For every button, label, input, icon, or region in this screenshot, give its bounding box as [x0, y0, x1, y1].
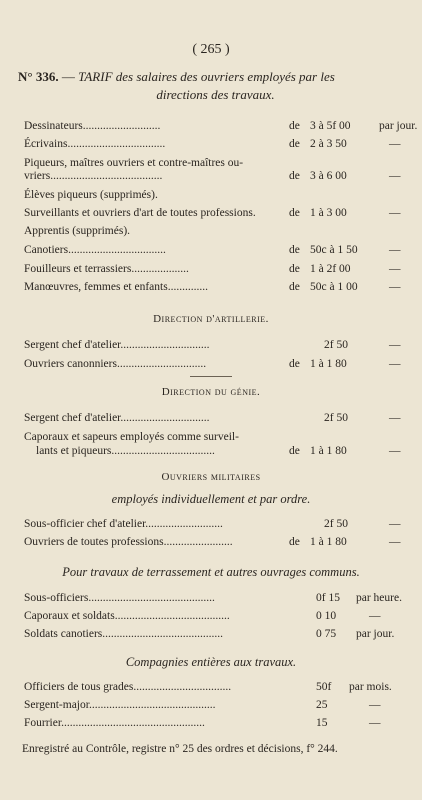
- row-dots: ...............................: [120, 412, 210, 424]
- heading-number: N° 336.: [18, 69, 59, 84]
- row-label: Sergent chef d'atelier: [24, 339, 121, 351]
- row-unit: —: [369, 610, 381, 622]
- subheading-compagnies: Compagnies entières aux travaux.: [125, 655, 297, 669]
- row-unit: par mois.: [349, 681, 392, 693]
- row-dots: ..................................................: [61, 717, 205, 729]
- row-label: Canotiers: [24, 244, 69, 256]
- row-range: 0 75: [316, 628, 337, 640]
- row-dots: ....................................: [111, 445, 215, 457]
- row-label: Fouilleurs et terrassiers: [24, 263, 132, 275]
- row-de: de: [289, 358, 300, 370]
- row-unit: —: [389, 518, 401, 530]
- row-de: de: [289, 138, 300, 150]
- row-unit: par jour.: [379, 120, 418, 132]
- row-label: Ouvriers canonniers: [24, 358, 117, 370]
- row-range: 3 à 6 00: [310, 170, 347, 182]
- row-label: Écrivains: [24, 138, 68, 150]
- row-label: Piqueurs, maîtres ouvriers et contre-maîtres ou-: [24, 157, 244, 169]
- row-label: Sous-officiers: [24, 592, 89, 604]
- row-label: Ouvriers de toutes professions: [24, 536, 164, 548]
- row-dots: ........................................: [114, 610, 230, 622]
- row-range: 1 à 1 80: [310, 445, 347, 457]
- section-divider: [190, 376, 232, 377]
- row-dots: ...............................: [116, 358, 207, 370]
- subheading-terrassement: Pour travaux de terrassement et autres ouvrages communs.: [62, 565, 360, 579]
- row-label: Sergent chef d'atelier: [24, 412, 121, 424]
- row-range: 25: [316, 699, 328, 711]
- row-unit: —: [389, 445, 401, 457]
- row-dots: ..................................: [67, 138, 166, 150]
- row-dots: ........................: [163, 536, 233, 548]
- row-de: de: [289, 120, 300, 132]
- row-range: 1 à 1 80: [310, 536, 347, 548]
- row-range: 2f 50: [324, 412, 348, 424]
- row-range: 3 à 5f 00: [310, 120, 351, 132]
- section-heading-genie: Direction du génie.: [161, 386, 261, 398]
- row-label: Dessinateurs: [24, 120, 83, 132]
- heading-dash: —: [58, 69, 79, 84]
- row-de: de: [289, 207, 300, 219]
- row-range: 2 à 3 50: [310, 138, 347, 150]
- page-number: ( 265 ): [192, 42, 230, 57]
- row-dots: ............................................: [88, 592, 215, 604]
- row-dots: ..................................: [68, 244, 166, 256]
- row-range: 15: [316, 717, 328, 729]
- row-dots: ...............................: [120, 339, 210, 351]
- footer-note: Enregistré au Contrôle, registre n° 25 des ordres et décisions, f° 244.: [22, 743, 338, 755]
- row-unit: —: [389, 281, 401, 293]
- row-range: 0f 15: [316, 592, 340, 604]
- document-heading: [18, 68, 413, 104]
- row-label: vriers: [24, 170, 51, 182]
- row-label: Fourrier: [24, 717, 62, 729]
- row-unit: —: [389, 170, 401, 182]
- row-unit: —: [389, 536, 401, 548]
- row-label: Surveillants et ouvriers d'art de toutes professions.: [24, 207, 256, 219]
- row-range: 1 à 3 00: [310, 207, 347, 219]
- row-de: de: [289, 281, 300, 293]
- row-unit: —: [389, 263, 401, 275]
- row-range: 1 à 1 80: [310, 358, 347, 370]
- row-label: Apprentis (supprimés).: [24, 225, 131, 237]
- row-range: 0 10: [316, 610, 337, 622]
- row-dots: ..............: [167, 281, 208, 293]
- row-dots: ..................................: [133, 681, 232, 693]
- row-de: de: [289, 445, 300, 457]
- row-range: 50f: [316, 681, 332, 693]
- row-unit: par heure.: [356, 592, 402, 604]
- row-range: 1 à 2f 00: [310, 263, 351, 275]
- row-unit: —: [389, 138, 401, 150]
- row-label: Manœuvres, femmes et enfants: [24, 281, 168, 293]
- row-label: Soldats canotiers: [24, 628, 103, 640]
- row-range: 50c à 1 50: [310, 244, 358, 256]
- heading-title-line2: directions des travaux.: [156, 87, 275, 102]
- row-label: Officiers de tous grades: [24, 681, 134, 693]
- row-label: Élèves piqueurs (supprimés).: [24, 189, 158, 201]
- row-unit: —: [389, 339, 401, 351]
- subheading-militaires: employés individuellement et par ordre.: [111, 492, 311, 506]
- row-dots: ...........................: [145, 518, 223, 530]
- row-label: Sous-officier chef d'atelier: [24, 518, 146, 530]
- row-unit: —: [369, 699, 381, 711]
- row-dots: ....................: [131, 263, 189, 275]
- row-label: Caporaux et soldats: [24, 610, 115, 622]
- row-de: de: [289, 244, 300, 256]
- row-unit: —: [369, 717, 381, 729]
- row-dots: ............................................: [88, 699, 216, 711]
- heading-title: TARIF des salaires des ouvriers employés par les: [78, 69, 335, 84]
- row-dots: ..........................................: [102, 628, 223, 640]
- row-unit: —: [389, 358, 401, 370]
- row-label: lants et piqueurs: [36, 445, 112, 457]
- row-range: 2f 50: [324, 518, 348, 530]
- row-dots: .......................................: [50, 170, 163, 182]
- row-de: de: [289, 170, 300, 182]
- row-unit: —: [389, 412, 401, 424]
- row-label: Sergent-major: [24, 699, 89, 711]
- row-dots: ...........................: [82, 120, 161, 132]
- row-de: de: [289, 536, 300, 548]
- section-heading-militaires: Ouvriers militaires: [161, 471, 261, 483]
- row-unit: —: [389, 244, 401, 256]
- row-range: 50c à 1 00: [310, 281, 358, 293]
- section-heading-artillerie: Direction d'artillerie.: [153, 313, 269, 325]
- row-label: Caporaux et sapeurs employés comme surveil-: [24, 431, 239, 443]
- row-unit: —: [389, 207, 401, 219]
- row-range: 2f 50: [324, 339, 348, 351]
- row-de: de: [289, 263, 300, 275]
- row-unit: par jour.: [356, 628, 395, 640]
